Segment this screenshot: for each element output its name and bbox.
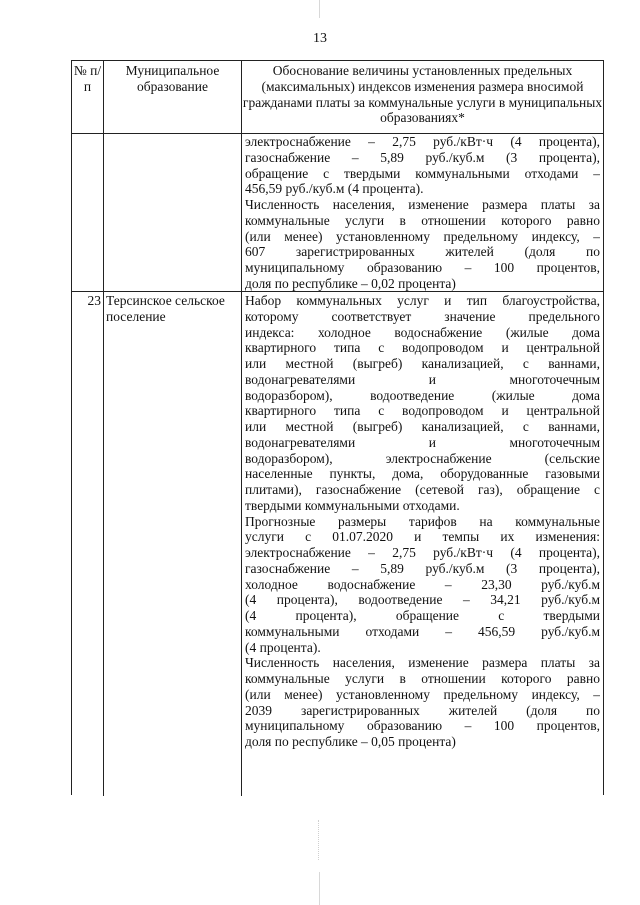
row-23-line: водонагревателями и многоточечным bbox=[245, 434, 600, 450]
header-number: № п/п bbox=[73, 63, 102, 94]
row-23-line: Численность населения, изменение размера платы за bbox=[245, 655, 600, 671]
header-justification: Обоснование величины установленных предельных (максимальных) индексов изменения размера вносимой гражданами платы за коммунальные услуги в муниципальных образованиях* bbox=[242, 63, 603, 126]
row-23-line: плитами), газоснабжение (сетевой газ), обращение с bbox=[245, 482, 600, 497]
row-23-municipality: Терсинское сельское поселение bbox=[106, 293, 225, 324]
row-23-line: квартирного типа с водопроводом и центральной bbox=[245, 403, 600, 419]
continued-line: Численность населения, изменение размера платы за bbox=[245, 197, 600, 212]
column-divider-1 bbox=[103, 61, 104, 796]
row-23-line: (4 процента), водоотведение – 34,21 руб./куб.м bbox=[245, 592, 600, 608]
row-23-line: которому соответствует значение предельного bbox=[245, 308, 600, 324]
header-municipality: Муниципальное образование bbox=[125, 63, 220, 94]
continued-line: (или менее) установленному предельному индексу, – bbox=[245, 228, 600, 244]
row-23-line: водонагревателями и многоточечным bbox=[245, 371, 600, 387]
row-23-line: холодное водоснабжение – 23,30 руб./куб.м bbox=[245, 576, 600, 592]
row-23-line: (или менее) установленному предельному индексу, – bbox=[245, 686, 600, 702]
row-23-line: электроснабжение – 2,75 руб./кВт·ч (4 процента), bbox=[245, 545, 600, 560]
row-23-line: Набор коммунальных услуг и тип благоустройства, bbox=[245, 293, 600, 308]
row-23-line: квартирного типа с водопроводом и центральной bbox=[245, 340, 600, 356]
row-23-line: коммунальными отходами – 456,59 руб./куб.м bbox=[245, 623, 600, 639]
continued-line: 607 зарегистрированных жителей (доля по bbox=[245, 244, 600, 260]
row-23-number: 23 bbox=[87, 293, 101, 308]
continued-line: доля по республике – 0,02 процента) bbox=[245, 275, 456, 291]
row-23-line: (4 процента), обращение с твердыми bbox=[245, 608, 600, 623]
continued-line: обращение с твердыми коммунальными отходами – bbox=[245, 165, 600, 181]
row-23-line: муниципальному образованию – 100 процентов, bbox=[245, 718, 600, 734]
column-divider-2 bbox=[241, 61, 242, 796]
continued-line: 456,59 руб./куб.м (4 процента). bbox=[245, 181, 424, 197]
row-23-line: населенные пункты, дома, оборудованные газовыми bbox=[245, 466, 600, 482]
continued-row-text bbox=[245, 134, 600, 292]
row-23-line: или местной (выгреб) канализацией, с ваннами, bbox=[245, 356, 600, 371]
row-23-line: (4 процента). bbox=[245, 639, 321, 655]
row-23-line: твердыми коммунальными отходами. bbox=[245, 497, 460, 513]
row-23-line: доля по республике – 0,05 процента) bbox=[245, 734, 456, 749]
row-23-line: индекса: холодное водоснабжение (жилые дома bbox=[245, 324, 600, 340]
scan-dots bbox=[318, 820, 322, 860]
row-23-line: коммунальные услуги в отношении которого равно bbox=[245, 671, 600, 686]
row-23-line: газоснабжение – 5,89 руб./куб.м (3 процента), bbox=[245, 560, 600, 576]
row-23-line: водоразбором), водоотведение (жилые дома bbox=[245, 387, 600, 403]
row-23-line: услуги с 01.07.2020 и темпы их изменения: bbox=[245, 529, 600, 545]
continued-line: газоснабжение – 5,89 руб./куб.м (3 процента), bbox=[245, 149, 600, 165]
row-23-line: 2039 зарегистрированных жителей (доля по bbox=[245, 702, 600, 718]
continued-line: коммунальные услуги в отношении которого равно bbox=[245, 212, 600, 228]
row-23-line: или местной (выгреб) канализацией, с ваннами, bbox=[245, 419, 600, 434]
scan-mark-bottom bbox=[319, 872, 320, 905]
page-number: 13 bbox=[313, 31, 327, 46]
continued-line: муниципальному образованию – 100 процентов, bbox=[245, 260, 600, 275]
continued-line: электроснабжение – 2,75 руб./кВт·ч (4 процента), bbox=[245, 134, 600, 149]
row-23-line: Прогнозные размеры тарифов на коммунальные bbox=[245, 513, 600, 529]
tariff-table bbox=[71, 60, 604, 795]
row-23-line: водоразбором), электроснабжение (сельские bbox=[245, 450, 600, 466]
scan-mark-top bbox=[319, 0, 320, 18]
row-23-justification bbox=[245, 293, 600, 750]
